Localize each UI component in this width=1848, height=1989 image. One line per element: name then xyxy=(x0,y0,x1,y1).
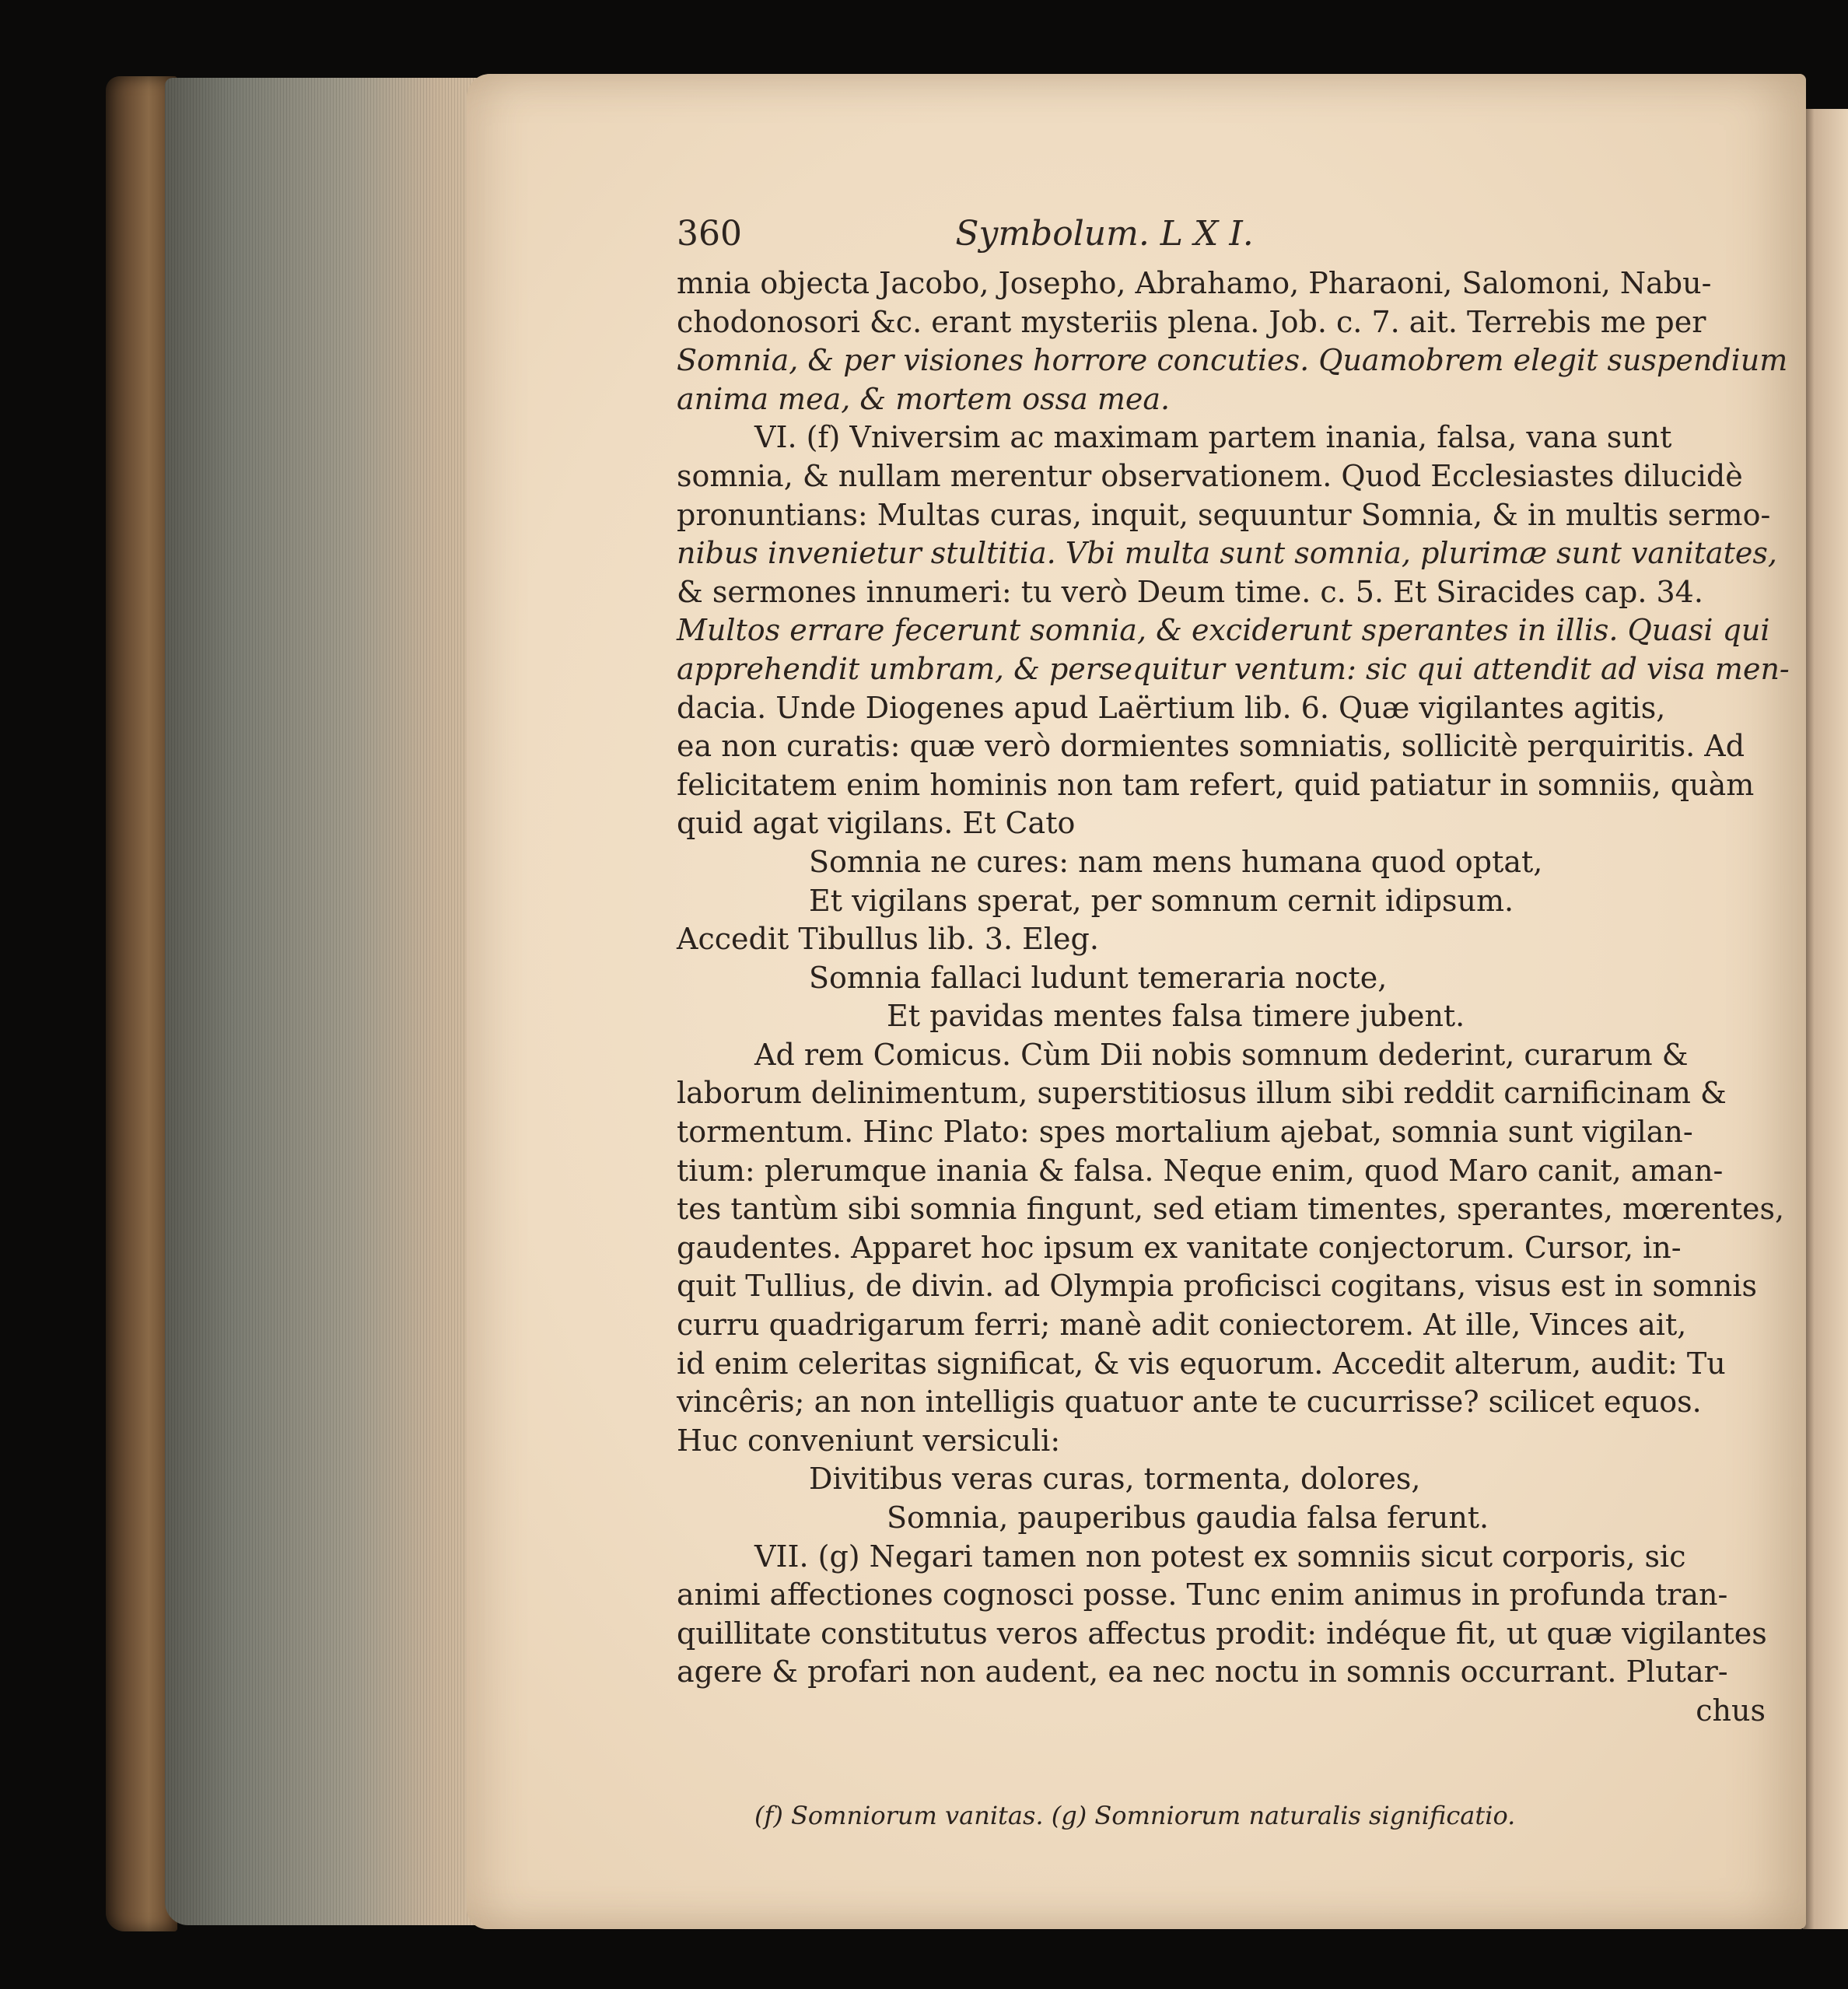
text-line: Multos errare fecerunt somnia, & exciderunt sperantes in illis. Quasi qui xyxy=(677,613,1770,648)
text-line: & sermones innumeri: tu verò Deum time. c. 5. Et Siracides cap. 34. xyxy=(677,574,1703,609)
verse-line: Somnia, pauperibus gaudia falsa ferunt. xyxy=(887,1501,1489,1535)
footnotes: (f) Somniorum vanitas. (g) Somniorum naturalis significatio. xyxy=(754,1801,1516,1830)
catchword: chus xyxy=(1696,1693,1766,1728)
printed-page xyxy=(467,74,1806,1929)
text-line: tormentum. Hinc Plato: spes mortalium ajebat, somnia sunt vigilan- xyxy=(677,1115,1693,1150)
running-head: Symbolum. L X I. xyxy=(955,214,1254,254)
text-line: ea non curatis: quæ verò dormientes somniatis, sollicitè perquiritis. Ad xyxy=(677,729,1745,764)
text-line: animi affectiones cognosci posse. Tunc enim animus in profunda tran- xyxy=(677,1578,1728,1613)
text-line: somnia, & nullam merentur observationem. Quod Ecclesiastes dilucidè xyxy=(677,458,1743,493)
text-line: Ad rem Comicus. Cùm Dii nobis somnum dederint, curarum & xyxy=(754,1037,1689,1072)
text-line: tium: plerumque inania & falsa. Neque enim, quod Maro canit, aman- xyxy=(677,1153,1724,1188)
text-line: id enim celeritas significat, & vis equorum. Accedit alterum, audit: Tu xyxy=(677,1346,1726,1381)
verse-line: Somnia fallaci ludunt temeraria nocte, xyxy=(809,960,1388,995)
text-line: VI. (f) Vniversim ac maximam partem inania, falsa, vana sunt xyxy=(754,420,1672,455)
text-line: gaudentes. Apparet hoc ipsum ex vanitate conjectorum. Cursor, in- xyxy=(677,1230,1682,1265)
verse-line: Somnia ne cures: nam mens humana quod optat, xyxy=(809,844,1543,879)
text-line: laborum delinimentum, superstitiosus illum sibi reddit carnificinam & xyxy=(677,1076,1727,1111)
text-line: agere & profari non audent, ea nec noctu in somnis occurrant. Plutar- xyxy=(677,1655,1728,1690)
text-line: pronuntians: Multas curas, inquit, sequuntur Somnia, & in multis sermo- xyxy=(677,497,1771,532)
text-line: curru quadrigarum ferri; manè adit coniectorem. At ille, Vinces ait, xyxy=(677,1308,1687,1343)
text-line: felicitatem enim hominis non tam refert, quid patiatur in somniis, quàm xyxy=(677,767,1755,802)
page-header xyxy=(677,214,1532,261)
page-number: 360 xyxy=(677,214,742,254)
text-line: quid agat vigilans. Et Cato xyxy=(677,806,1076,841)
page-fore-edge xyxy=(165,78,507,1925)
text-line: Accedit Tibullus lib. 3. Eleg. xyxy=(677,922,1099,957)
text-line: VII. (g) Negari tamen non potest ex somniis sicut corporis, sic xyxy=(754,1539,1686,1574)
text-line: tes tantùm sibi somnia fingunt, sed etiam timentes, sperantes, mœrentes, xyxy=(677,1192,1785,1227)
text-line: Somnia, & per visiones horrore concuties. Quamobrem elegit suspendium xyxy=(677,343,1788,378)
text-line: mnia objecta Jacobo, Josepho, Abrahamo, Pharaoni, Salomoni, Nabu- xyxy=(677,266,1712,300)
text-line: quit Tullius, de divin. ad Olympia proficisci cogitans, visus est in somnis xyxy=(677,1269,1758,1304)
text-line: nibus invenietur stultitia. Vbi multa sunt somnia, plurimæ sunt vanitates, xyxy=(677,536,1777,571)
text-line: quillitate constitutus veros affectus prodit: indéque fit, ut quæ vigilantes xyxy=(677,1616,1767,1651)
text-line: dacia. Unde Diogenes apud Laërtium lib. 6. Quæ vigilantes agitis, xyxy=(677,690,1666,725)
verse-line: Et vigilans sperat, per somnum cernit idipsum. xyxy=(809,883,1514,918)
facing-page-sliver xyxy=(1803,109,1848,1929)
text-line: vincêris; an non intelligis quatuor ante te cucurrisse? scilicet equos. xyxy=(677,1385,1702,1420)
text-line: Huc conveniunt versiculi: xyxy=(677,1423,1061,1458)
text-line: chodonosori &c. erant mysteriis plena. Job. c. 7. ait. Terrebis me per xyxy=(677,304,1706,339)
verse-line: Divitibus veras curas, tormenta, dolores, xyxy=(809,1462,1421,1497)
text-line: anima mea, & mortem ossa mea. xyxy=(677,381,1171,416)
text-line: apprehendit umbram, & persequitur ventum: sic qui attendit ad visa men- xyxy=(677,651,1790,686)
body-text xyxy=(677,264,1790,1731)
verse-line: Et pavidas mentes falsa timere jubent. xyxy=(887,999,1465,1034)
